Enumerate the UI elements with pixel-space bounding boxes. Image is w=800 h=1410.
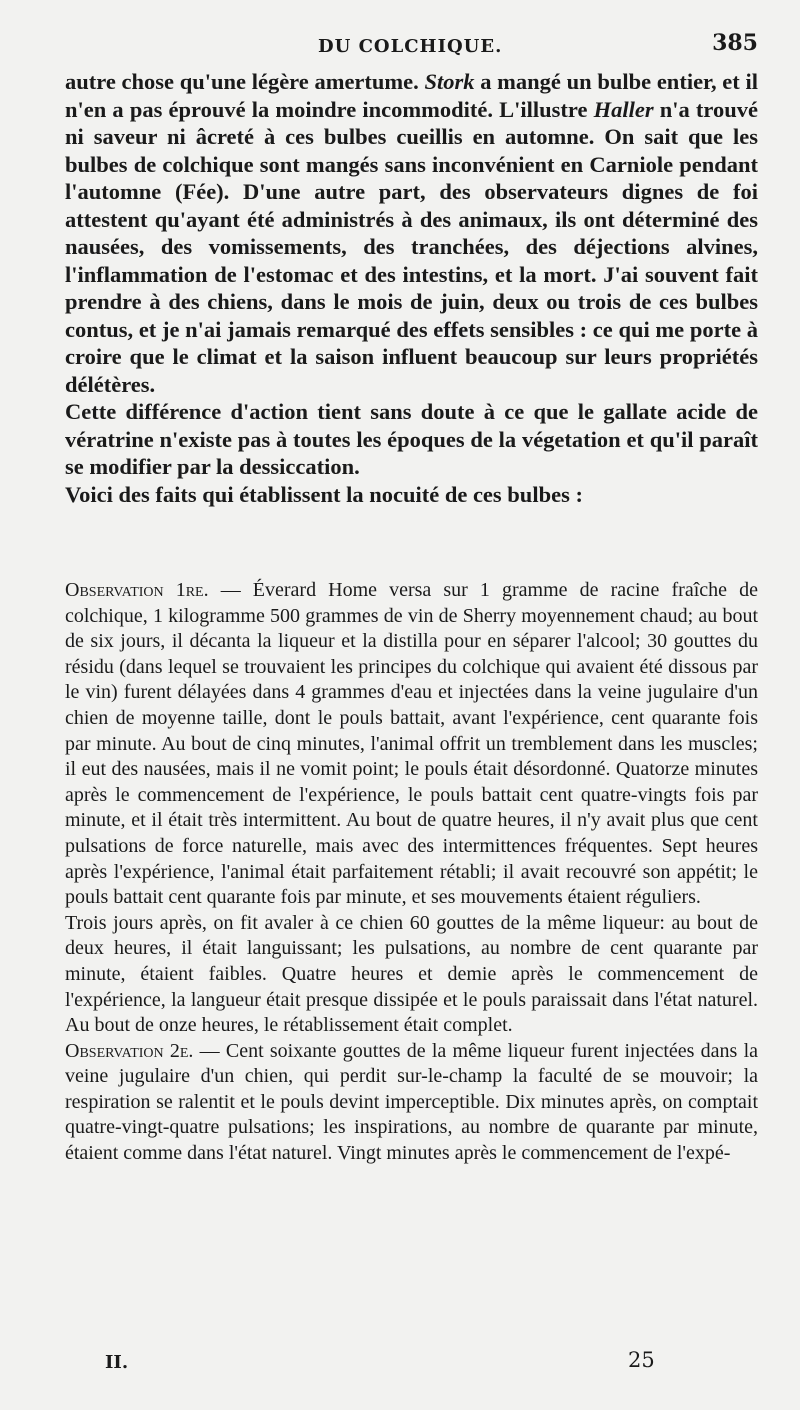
page-footer: [0, 1348, 800, 1388]
running-title: DU COLCHIQUE.: [318, 36, 503, 57]
p1-text-b: a mangé un bulbe entier, et il n'en a pas éprouvé la moindre incommodité. L'illustre: [65, 69, 758, 122]
page-number: 385: [712, 30, 758, 56]
page-header: [0, 30, 800, 60]
main-text: [65, 68, 758, 508]
observation-2-label: Observation 2e.: [65, 1039, 194, 1062]
p1-text-c: n'a trouvé ni saveur ni âcreté à ces bulbes cueillis en automne. On sait que les bulbes de colchique sont mangés sans inconvénient en Carniole pendant l'automne (Fée). D'une autre part, des observateurs dignes de foi attestent qu'ayant été administrés à des animaux, ils ont déterminé des nausées, des vomissements, des tranchées, des déjections alvines, l'inflammation de l'estomac et des intestins, et la mort. J'ai souvent fait prendre à des chiens, dans le mois de juin, deux ou trois de ces bulbes contus, et je n'ai jamais remarqué des effets sensibles : ce qui me porte à croire que le climat et la saison influent beaucoup sur leurs propriétés délétères.: [65, 96, 758, 397]
observations-text: [65, 578, 758, 1167]
observation-1-label: Observation 1re.: [65, 579, 209, 601]
observation-1-text: — Éverard Home versa sur 1 gramme de racine fraîche de colchique, 1 kilogramme 500 grammes de vin de Sherry moyennement chaud; au bout de six jours, il décanta la liqueur et la distilla pour en séparer l'alcool; 30 gouttes du résidu (dans lequel se trouvaient les principes du colchique qui avaient été dissous par le vin) furent délayées dans 4 grammes d'eau et injectées dans la veine jugulaire d'un chien de moyenne taille, dont le pouls battait, avant l'expérience, cent quarante fois par minute. Au bout de cinq minutes, l'animal offrit un tremblement dans les muscles; il eut des nausées, mais il ne vomit point; le pouls était désordonné. Quatorze minutes après le commencement de l'expérience, le pouls battait cent quatre-vingts fois par minute, et il était très intermittent. Au bout de quatre heures, il n'y avait plus que cent pulsations de force naturelle, mais avec des intermittences fréquentes. Sept heures après l'expérience, l'animal était parfaitement rétabli; il avait recouvré son appétit; le pouls battait cent quarante fois par minute, et ses mouvements étaient réguliers.: [65, 579, 758, 909]
author-stork: Stork: [424, 69, 475, 94]
sheet-number: 25: [628, 1348, 655, 1372]
paragraph-1: [65, 68, 758, 398]
observation-2-text: — Cent soixante gouttes de la même liqueur furent injectées dans la veine jugulaire d'un chien, qui perdit sur-le-champ la faculté de se mouvoir; la respiration se ralentit et le pouls devint imperceptible. Dix minutes après, on comptait quatre-vingt-quatre pulsations; les inspirations, au nombre de quarante par minute, étaient comme dans l'état naturel. Vingt minutes après le commencement de l'expé-: [65, 1039, 758, 1165]
p1-text-a: autre chose qu'une légère amertume.: [65, 69, 425, 94]
signature-mark: II.: [105, 1352, 129, 1373]
observation-2: [65, 1039, 758, 1167]
observation-1-followup: Trois jours après, on fit avaler à ce chien 60 gouttes de la même liqueur: au bout de deux heures, il était languissant; les pulsations, au nombre de cent quarante par minute, étaient faibles. Quatre heures et demie après le commencement de l'expérience, la langueur était presque dissipée et le pouls paraissait dans l'état naturel. Au bout de onze heures, le rétablissement était complet.: [65, 911, 758, 1037]
paragraph-3: Voici des faits qui établissent la nocuité de ces bulbes :: [65, 481, 583, 507]
author-haller: Haller: [593, 96, 654, 122]
paragraph-2: Cette différence d'action tient sans doute à ce que le gallate acide de vératrine n'existe pas à toutes les époques de la végetation et qu'il paraît se modifier par la dessiccation.: [65, 399, 758, 479]
observation-1: [65, 578, 758, 911]
